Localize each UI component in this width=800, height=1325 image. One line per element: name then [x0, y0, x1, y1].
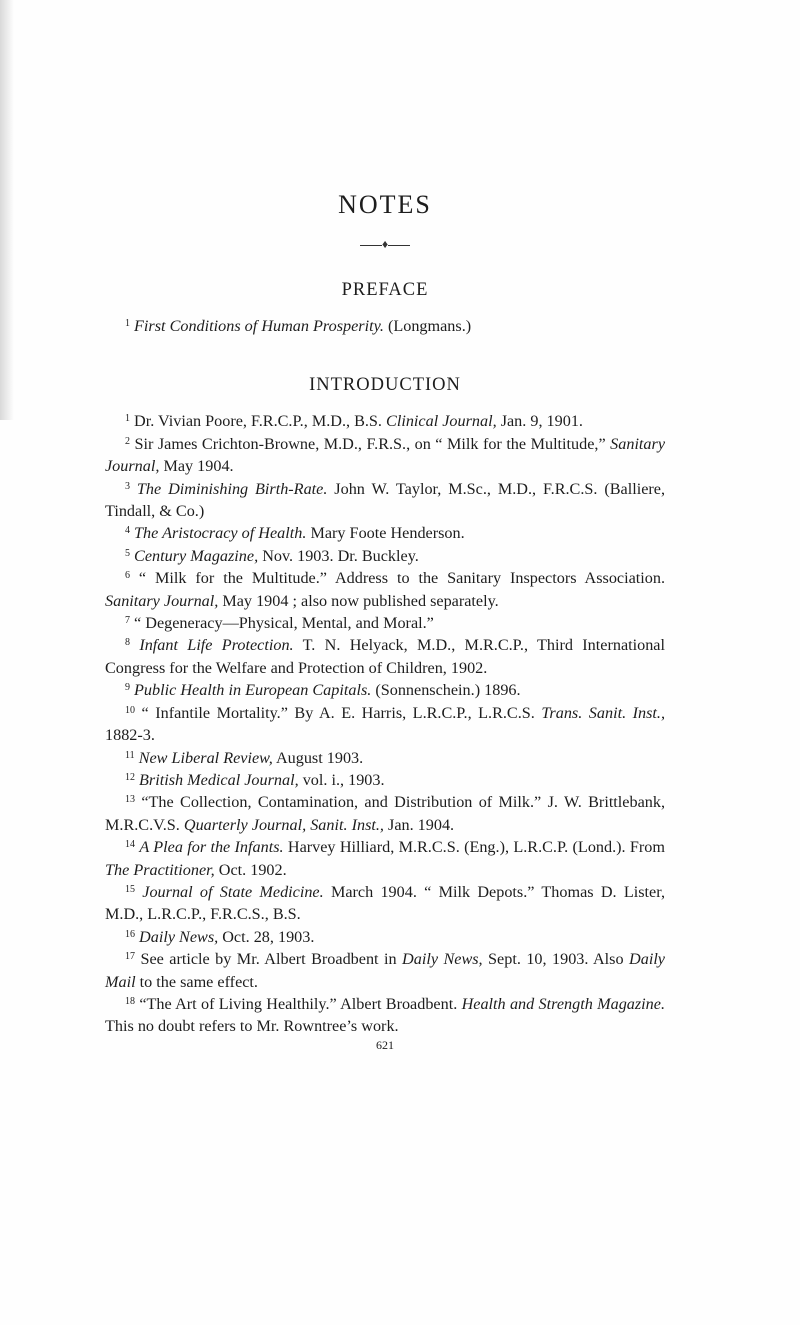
italic-title: British Medical Journal,: [139, 770, 299, 789]
introduction-notes: [105, 410, 665, 1037]
footnote: [105, 545, 665, 567]
footnote: [105, 769, 665, 791]
italic-title: First Conditions of Human Prosperity.: [134, 317, 384, 335]
italic-title: Daily News,: [402, 950, 483, 969]
footnote-text: “ Degeneracy—Physical, Mental, and Moral.”: [134, 614, 434, 633]
italic-title: A Plea for the Infants.: [139, 838, 284, 857]
footnote-number: 15: [125, 883, 135, 895]
footnote-number: 17: [125, 951, 135, 963]
footnote: [105, 881, 665, 926]
footnote-number: 1: [125, 413, 130, 425]
introduction-heading: INTRODUCTION: [309, 375, 461, 396]
footnote: [105, 948, 665, 993]
page-number: 621: [376, 1037, 394, 1052]
footnote-text: John W. Taylor, M.Sc., M.D., F.R.C.S. (Balliere, Tindall, & Co.): [105, 479, 666, 521]
footnote-text: Harvey Hilliard, M.R.C.S. (Eng.), L.R.C.P. (Lond.). From: [283, 838, 665, 857]
preface-heading: PREFACE: [341, 280, 429, 300]
italic-title: Century Magazine,: [134, 546, 259, 565]
footnote-text: Sept. 10, 1903. Also: [482, 950, 630, 969]
italic-title: The Aristocracy of Health.: [134, 524, 307, 543]
italic-title: Quarterly Journal, Sanit. Inst.,: [183, 815, 384, 834]
preface-notes: [105, 315, 665, 337]
footnote-number: 4: [125, 525, 130, 537]
footnote-text: (Longmans.): [383, 317, 472, 335]
footnote-text: March 1904. “ Milk Depots.” Thomas D. Lister, M.D., L.R.C.P., F.R.C.S., B.S.: [105, 882, 665, 924]
italic-title: The Diminishing Birth-Rate.: [136, 479, 328, 498]
footnote-text: Oct. 1902.: [214, 860, 287, 879]
footnote-number: 5: [125, 547, 130, 559]
footnote-number: 12: [125, 771, 135, 783]
footnote: [105, 478, 665, 523]
footnote: [105, 791, 665, 836]
footnote-number: 14: [125, 839, 135, 851]
footnote-text: May 1904.: [159, 457, 234, 476]
italic-title: Sanitary Journal,: [105, 591, 219, 610]
footnote: [105, 747, 665, 769]
footnote: [105, 836, 665, 881]
footnote-number: 10: [125, 704, 135, 716]
footnote-text: Oct. 28, 1903.: [218, 927, 315, 946]
footnote-text: “ Infantile Mortality.” By A. E. Harris, L.R.C.P., L.R.C.S.: [141, 703, 542, 722]
italic-title: The Practitioner,: [105, 860, 215, 879]
footnote: [105, 433, 665, 478]
ornament-divider: [105, 238, 665, 250]
footnote-number: 8: [125, 637, 130, 649]
divider-rule-right: [388, 245, 410, 246]
page-content: [105, 190, 665, 1052]
footnote: [105, 612, 665, 634]
footnote-text: to the same effect.: [135, 972, 258, 991]
footnote: [105, 567, 665, 612]
footnote: [105, 679, 665, 701]
footnote-text: Mary Foote Henderson.: [306, 524, 465, 543]
footnote-number: 18: [125, 995, 135, 1007]
divider-rule-left: [360, 245, 382, 246]
footnote-number: 7: [125, 615, 130, 627]
footnote-text: This no doubt refers to Mr. Rowntree’s work.: [105, 1017, 399, 1036]
footnote-text: Sir James Crichton-Browne, M.D., F.R.S., on “ Milk for the Multitude,”: [134, 434, 611, 453]
footnote-text: May 1904 ; also now published separately.: [218, 591, 499, 610]
footnote: [105, 993, 665, 1038]
italic-title: Daily Mail: [105, 950, 665, 991]
footnote-text: vol. i., 1903.: [298, 770, 385, 789]
italic-title: Daily News,: [139, 927, 219, 946]
italic-title: Health and Strength Magazine.: [461, 994, 666, 1013]
footnote-number: 3: [125, 480, 130, 492]
footnote-text: T. N. Helyack, M.D., M.R.C.P., Third International Congress for the Welfare and Protection of Children, 1902.: [105, 636, 665, 677]
page-edge-shadow: [0, 0, 14, 420]
footnote-text: Nov. 1903. Dr. Buckley.: [258, 546, 419, 565]
italic-title: Infant Life Protection.: [139, 636, 294, 655]
footnote-number: 11: [125, 749, 135, 761]
footnote: [105, 926, 665, 948]
footnote: [105, 410, 665, 432]
italic-title: New Liberal Review,: [138, 748, 273, 767]
footnote-text: “The Art of Living Healthily.” Albert Broadbent.: [139, 994, 462, 1013]
page-title: NOTES: [338, 190, 432, 219]
footnote: [105, 634, 665, 679]
section-spacer: [105, 337, 665, 375]
footnote-text: 1882-3.: [105, 726, 155, 745]
footnote-text: “The Collection, Contamination, and Distribution of Milk.” J. W. Brittlebank, M.R.C.V.S.: [105, 793, 666, 834]
italic-title: Sanitary Journal,: [105, 434, 666, 476]
footnote: [105, 702, 665, 747]
footnote-number: 2: [125, 435, 130, 447]
footnote-number: 1: [125, 318, 130, 329]
italic-title: Public Health in European Capitals.: [134, 681, 372, 700]
footnote-number: 13: [125, 794, 135, 806]
footnote-text: See article by Mr. Albert Broadbent in: [140, 950, 403, 969]
footnote-text: Jan. 9, 1901.: [496, 412, 583, 431]
footnote-text: August 1903.: [272, 748, 364, 767]
italic-title: Clinical Journal,: [386, 412, 497, 431]
italic-title: Journal of State Medicine.: [142, 882, 324, 901]
footnote: [105, 315, 665, 337]
footnote-number: 16: [125, 928, 135, 940]
footnote-text: Jan. 1904.: [383, 815, 455, 834]
diamond-icon: ♦: [381, 237, 389, 251]
footnote: [105, 522, 665, 544]
footnote-number: 6: [125, 570, 130, 582]
footnote-number: 9: [125, 682, 130, 694]
footnote-text: “ Milk for the Multitude.” Address to the Sanitary Inspectors Association.: [138, 569, 666, 588]
italic-title: Trans. Sanit. Inst.,: [541, 703, 666, 722]
footnote-text: (Sonnenschein.) 1896.: [371, 681, 521, 700]
footnote-text: Dr. Vivian Poore, F.R.C.P., M.D., B.S.: [134, 412, 387, 431]
